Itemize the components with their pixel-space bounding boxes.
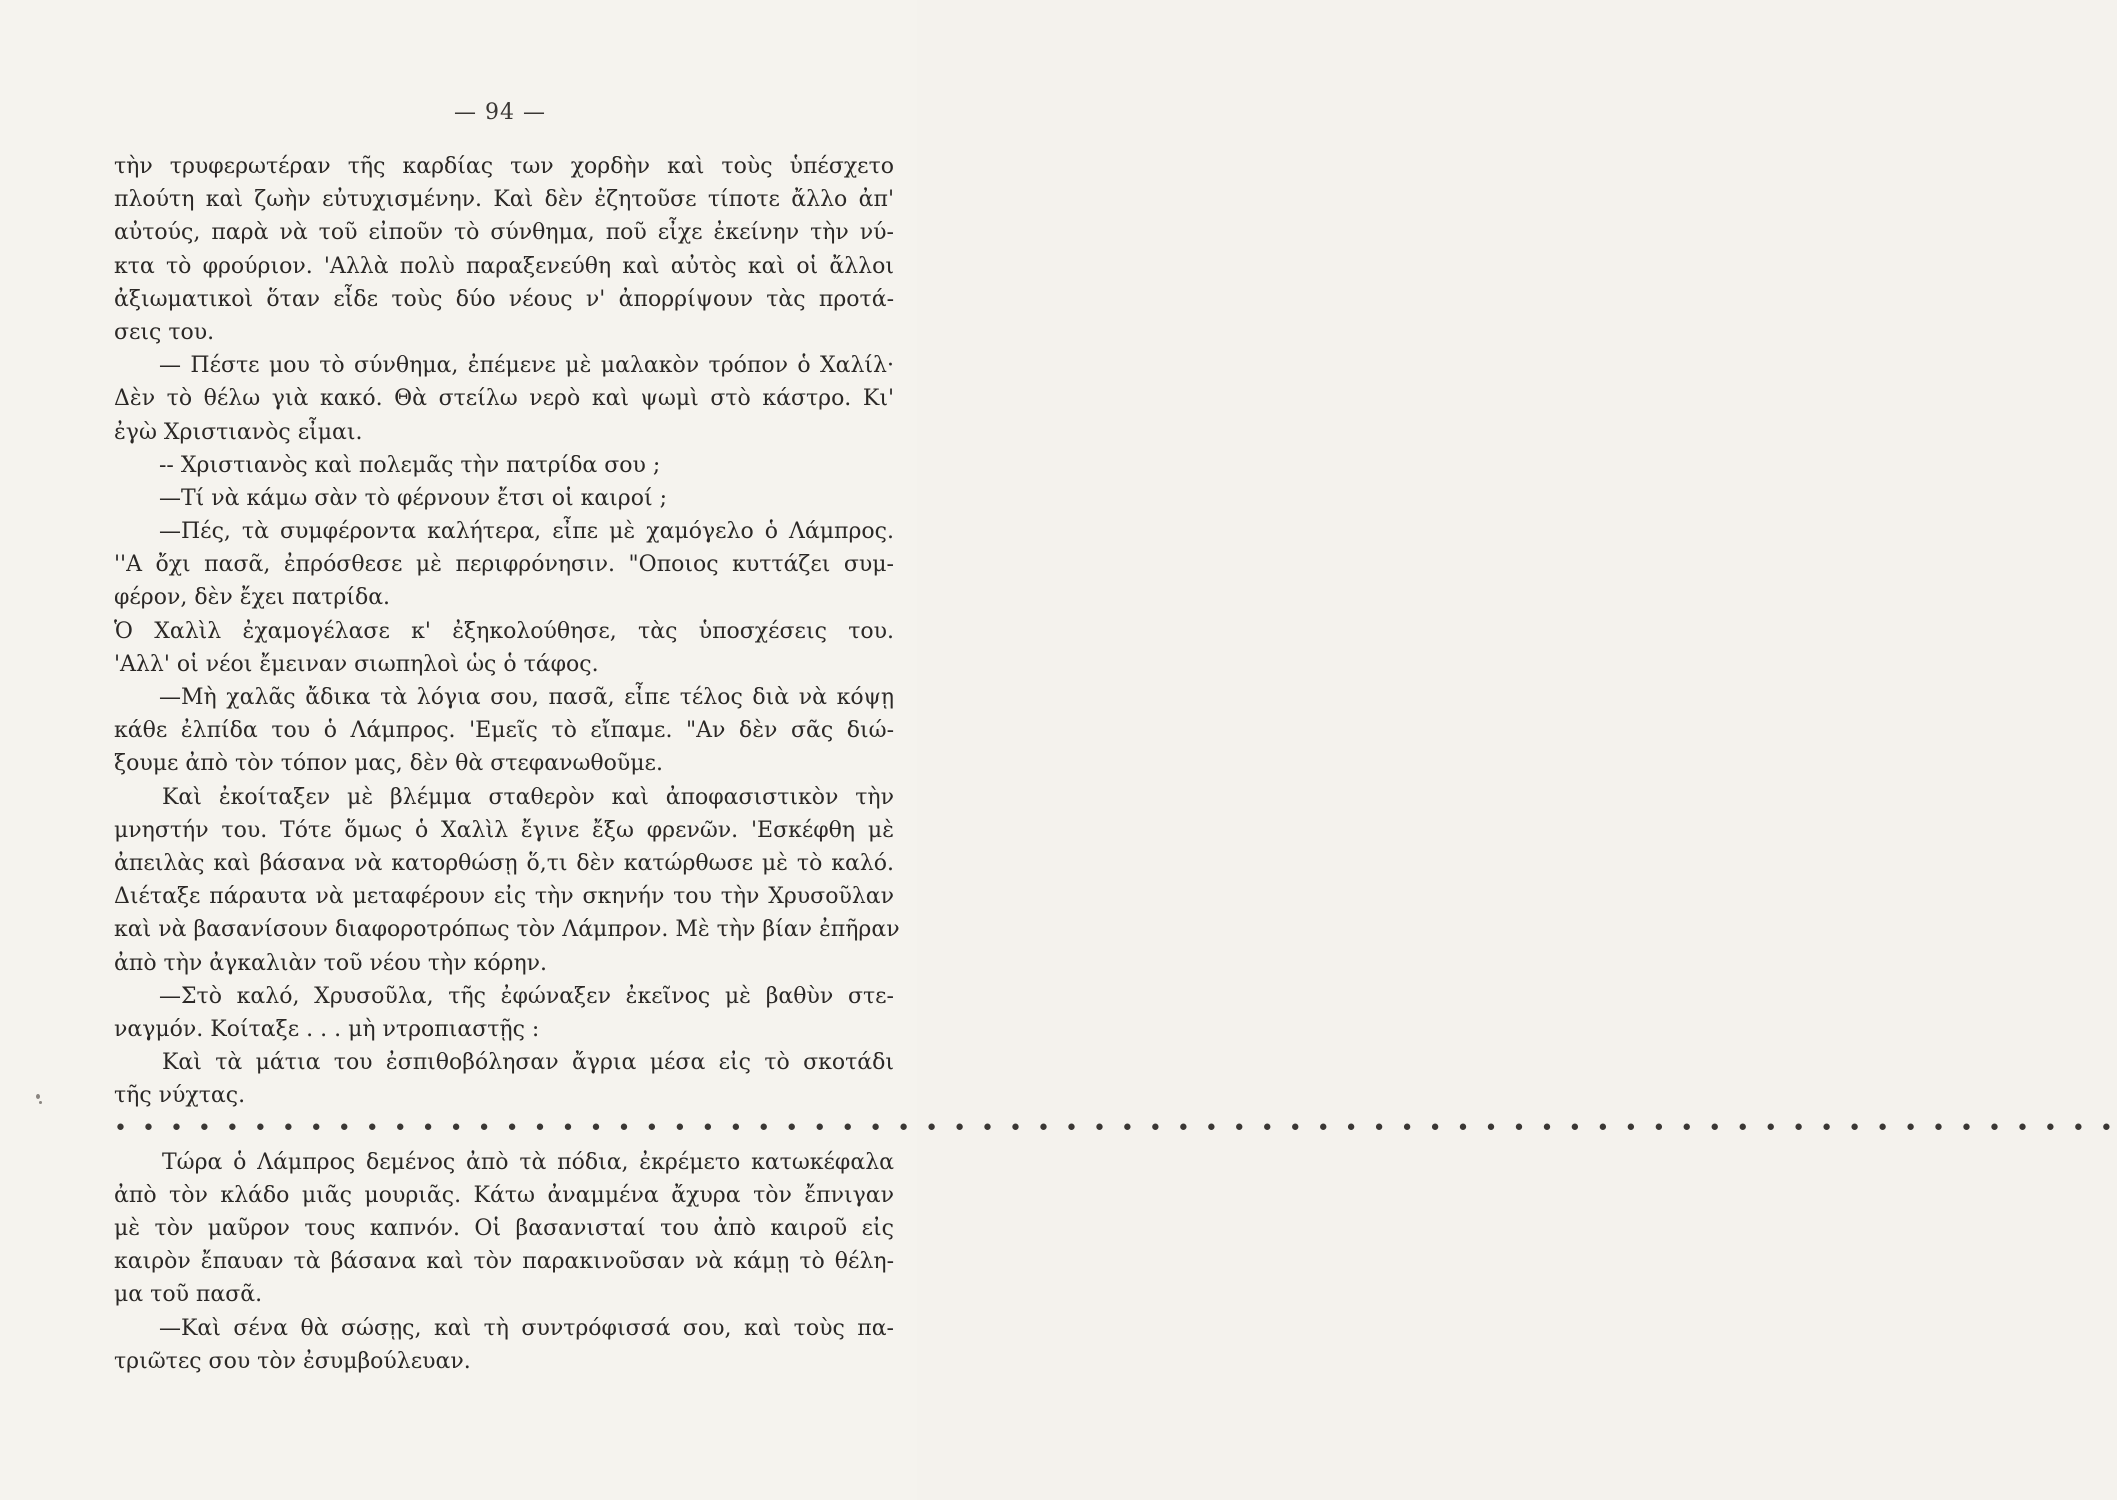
text-line: ἀξιωματικοὶ ὅταν εἶδε τοὺς δύο νέους ν' ἀπορρίψουν τὰς προτά-: [114, 286, 894, 312]
text-line: Καὶ τὰ μάτια του ἐσπιθοβόλησαν ἄγρια μέσα εἰς τὸ σκοτάδι: [162, 1050, 894, 1076]
text-line: καιρὸν ἔπαυαν τὰ βάσανα καὶ τὸν παρακινοῦσαν νὰ κάμῃ τὸ θέλη-: [114, 1249, 894, 1275]
text-line: αὐτούς, παρὰ νὰ τοῦ εἰποῦν τὸ σύνθημα, ποῦ εἶχε ἐκείνην τὴν νύ-: [114, 220, 894, 246]
text-line: ξουμε ἀπὸ τὸν τόπον μας, δὲν θὰ στεφανωθοῦμε.: [114, 751, 663, 777]
paper-speck: [36, 1094, 40, 1099]
text-line: ἀπὸ τὸν κλάδο μιᾶς μουριᾶς. Κάτω ἀναμμένα ἄχυρα τὸν ἔπνιγαν: [114, 1182, 894, 1208]
text-line: κτα τὸ φρούριον. 'Αλλὰ πολὺ παραξενεύθη καὶ αὐτὸς καὶ οἱ ἄλλοι: [114, 253, 894, 279]
text-line: —Καὶ σένα θὰ σώσῃς, καὶ τὴ συντρόφισσά σου, καὶ τοὺς πα-: [159, 1315, 894, 1341]
text-line: Δὲν τὸ θέλω γιὰ κακό. Θὰ στείλω νερὸ καὶ ψωμὶ στὸ κάστρο. Κι': [114, 386, 894, 412]
text-line: Διέταξε πάραυτα νὰ μεταφέρουν εἰς τὴν σκηνήν του τὴν Χρυσοῦλαν: [114, 884, 894, 910]
text-line: τὴν τρυφερωτέραν τῆς καρδίας των χορδὴν καὶ τοὺς ὑπέσχετο: [114, 154, 894, 179]
text-line: ἐγὼ Χριστιανὸς εἶμαι.: [114, 419, 363, 445]
text-line: μα τοῦ πασᾶ.: [114, 1282, 263, 1308]
text-line: -- Χριστιανὸς καὶ πολεμᾶς τὴν πατρίδα σου ;: [159, 452, 661, 478]
text-line: πλούτη καὶ ζωὴν εὐτυχισμένην. Καὶ δὲν ἐζητοῦσε τίποτε ἄλλο ἀπ': [114, 187, 894, 213]
text-line: ναγμόν. Κοίταξε . . . μὴ ντροπιαστῇς :: [114, 1016, 540, 1042]
text-line: —Πές, τὰ συμφέροντα καλήτερα, εἶπε μὲ χαμόγελο ὁ Λάμπρος.: [159, 519, 894, 545]
text-line: Καὶ ἐκοίταξεν μὲ βλέμμα σταθερὸν καὶ ἀποφασιστικὸν τὴν: [162, 784, 894, 810]
text-line: —Μὴ χαλᾶς ἄδικα τὰ λόγια σου, πασᾶ, εἶπε τέλος διὰ νὰ κόψῃ: [159, 685, 894, 710]
text-line: σεις του.: [114, 319, 215, 345]
text-line: —Στὸ καλό, Χρυσοῦλα, τῆς ἐφώναξεν ἐκεῖνος μὲ βαθὺν στε-: [159, 983, 894, 1009]
page-number: — 94 —: [454, 100, 546, 125]
text-line: καὶ νὰ βασανίσουν διαφοροτρόπως τὸν Λάμπρον. Μὲ τὴν βίαν ἐπῆραν: [114, 917, 900, 943]
text-line: φέρον, δὲν ἔχει πατρίδα.: [114, 585, 391, 611]
text-line: μνηστήν του. Τότε ὅμως ὁ Χαλὶλ ἔγινε ἔξω φρενῶν. 'Εσκέφθη μὲ: [114, 817, 894, 843]
text-line: Ὁ Χαλὶλ ἐχαμογέλασε κ' ἐξηκολούθησε, τὰς ὑποσχέσεις του.: [114, 618, 894, 644]
text-line: 'Αλλ' οἱ νέοι ἔμειναν σιωπηλοὶ ὡς ὁ τάφος.: [114, 651, 599, 677]
text-line: κάθε ἐλπίδα του ὁ Λάμπρος. 'Εμεῖς τὸ εἴπαμε. "Αν δὲν σᾶς διώ-: [114, 718, 894, 744]
text-line: τριῶτες σου τὸν ἐσυμβούλευαν.: [114, 1348, 471, 1374]
paper-speck: [39, 1101, 42, 1104]
section-separator: • • • • • • • • • • • • • • • • • • • • • • • • • • • • • • • • • • • • • • • • • • • • • • • • • • • • • • • • • • • • • • • • • • • • • • • •: [114, 1116, 2117, 1142]
body-text: [114, 150, 2117, 1378]
text-line: Τώρα ὁ Λάμπρος δεμένος ἀπὸ τὰ πόδια, ἐκρέμετο κατωκέφαλα: [162, 1149, 894, 1175]
text-line: — Πέστε μου τὸ σύνθημα, ἐπέμενε μὲ μαλακὸν τρόπον ὁ Χαλίλ·: [159, 353, 894, 379]
text-line: ἀπὸ τὴν ἀγκαλιὰν τοῦ νέου τὴν κόρην.: [114, 950, 548, 976]
text-line: ''Α ὄχι πασᾶ, ἐπρόσθεσε μὲ περιφρόνησιν. "Οποιος κυττάζει συμ-: [114, 552, 894, 578]
text-line: τῆς νύχτας.: [114, 1083, 246, 1109]
text-line: ἀπειλὰς καὶ βάσανα νὰ κατορθώσῃ ὅ,τι δὲν κατώρθωσε μὲ τὸ καλό.: [114, 850, 894, 876]
text-line: —Τί νὰ κάμω σὰν τὸ φέρνουν ἔτσι οἱ καιροί ;: [159, 485, 668, 511]
text-line: μὲ τὸν μαῦρον τους καπνόν. Οἱ βασανισταί του ἀπὸ καιροῦ εἰς: [114, 1216, 894, 1241]
